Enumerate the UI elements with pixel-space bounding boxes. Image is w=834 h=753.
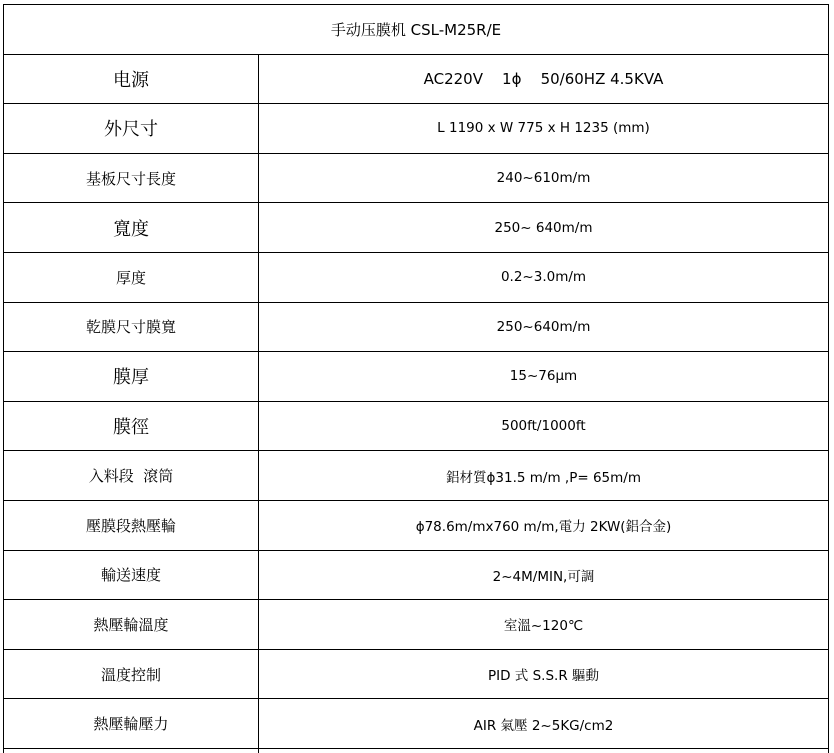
table-row — [4, 352, 829, 402]
row-value: 0.2~3.0m/m — [259, 252, 829, 302]
row-label: 电源 — [4, 54, 259, 104]
row-value: 2~4M/MIN,可調 — [259, 550, 829, 600]
row-label: 膜厚 — [4, 352, 259, 402]
row-label: 外尺寸 — [4, 104, 259, 154]
table-row — [4, 153, 829, 203]
row-value: 240~610m/m — [259, 153, 829, 203]
row-label: 溫度控制 — [4, 649, 259, 699]
table-row — [4, 401, 829, 451]
table-row — [4, 451, 829, 501]
row-value: 15~76μm — [259, 352, 829, 402]
table-row — [4, 649, 829, 699]
row-label: 熱壓輪溫度 — [4, 600, 259, 650]
title-row — [4, 5, 829, 55]
row-value: 250~640m/m — [259, 302, 829, 352]
row-label: 乾膜尺寸膜寬 — [4, 302, 259, 352]
row-label: 輸送速度 — [4, 550, 259, 600]
row-label: 寬度 — [4, 203, 259, 253]
table-row — [4, 104, 829, 154]
row-value: AIR 氣壓 2~5KG/cm2 — [259, 699, 829, 749]
cut-off-cell — [4, 748, 259, 753]
row-label: 壓膜段熱壓輪 — [4, 500, 259, 550]
row-value: AC220V 1ϕ 50/60HZ 4.5KVA — [259, 54, 829, 104]
table-row-cut-off — [4, 748, 829, 753]
row-label: 厚度 — [4, 252, 259, 302]
table-row — [4, 600, 829, 650]
row-label: 熱壓輪壓力 — [4, 699, 259, 749]
row-label: 基板尺寸長度 — [4, 153, 259, 203]
row-label: 膜徑 — [4, 401, 259, 451]
table-title: 手动压膜机 CSL-M25R/E — [4, 5, 829, 55]
row-value: ϕ78.6m/mx760 m/m,電力 2KW(鋁合金) — [259, 500, 829, 550]
row-value: 250~ 640m/m — [259, 203, 829, 253]
table-row — [4, 252, 829, 302]
row-value: 室溫~120℃ — [259, 600, 829, 650]
table-row — [4, 550, 829, 600]
row-value: 鋁材質ϕ31.5 m/m ,P= 65m/m — [259, 451, 829, 501]
cut-off-cell — [259, 748, 829, 753]
table-row — [4, 500, 829, 550]
table-row — [4, 203, 829, 253]
spec-table — [3, 4, 829, 753]
row-value: 500ft/1000ft — [259, 401, 829, 451]
table-row — [4, 699, 829, 749]
table-row — [4, 54, 829, 104]
row-label: 入料段 滾筒 — [4, 451, 259, 501]
table-row — [4, 302, 829, 352]
row-value: L 1190 x W 775 x H 1235 (mm) — [259, 104, 829, 154]
row-value: PID 式 S.S.R 驅動 — [259, 649, 829, 699]
